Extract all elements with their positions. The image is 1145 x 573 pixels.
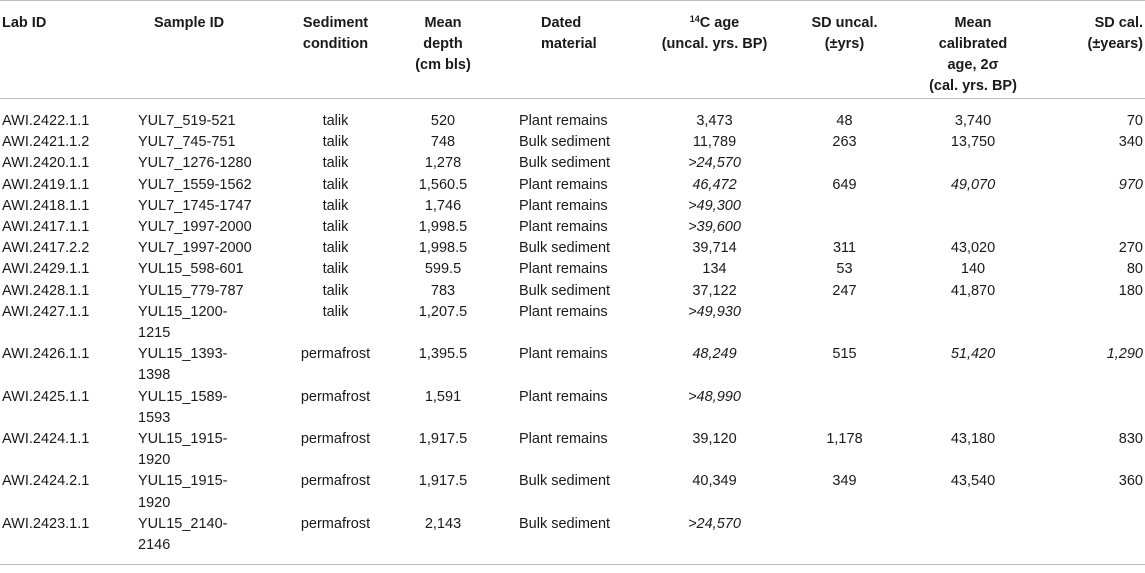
table-row bbox=[0, 196, 1145, 217]
sediment-condition-cell: permafrost bbox=[300, 388, 371, 405]
sediment-condition-cell: talik bbox=[322, 240, 349, 257]
sd-uncal-cell bbox=[786, 153, 903, 174]
sd-uncal-cell: 311 bbox=[832, 240, 857, 257]
lab-id-cell: AWI.2429.1.1 bbox=[2, 261, 90, 278]
lab-id-cell: AWI.2417.2.2 bbox=[2, 240, 90, 257]
sample-id-cell bbox=[128, 344, 278, 386]
sample-id-cell bbox=[128, 132, 278, 153]
sample-id-line-1: YUL7_1559-1562 bbox=[138, 176, 252, 193]
dated-material-cell: Plant remains bbox=[519, 197, 608, 214]
header-c14-age: $^{14}$C age (uncal. yrs. BP) bbox=[643, 1, 786, 99]
c14-age-cell: 46,472 bbox=[692, 176, 737, 193]
mean-depth-cell: 1,278 bbox=[424, 155, 462, 172]
sd-uncal-cell bbox=[786, 196, 903, 217]
sediment-condition-cell: talik bbox=[322, 303, 349, 320]
lab-id-cell: AWI.2424.1.1 bbox=[2, 431, 90, 448]
mean-calibrated-age-cell: 51,420 bbox=[950, 346, 996, 363]
mean-calibrated-age-cell bbox=[903, 196, 1043, 217]
c14-age-cell: 39,120 bbox=[692, 431, 737, 448]
sediment-condition-cell: talik bbox=[322, 155, 349, 172]
sediment-condition-cell: permafrost bbox=[300, 431, 371, 448]
dated-material-cell: Plant remains bbox=[519, 303, 608, 320]
header-sd-uncal: SD uncal. (±yrs) bbox=[786, 1, 903, 99]
table-row bbox=[0, 514, 1145, 565]
header-sd-cal: SD cal. (±years) bbox=[1043, 1, 1145, 99]
lab-id-cell: AWI.2426.1.1 bbox=[2, 346, 90, 363]
sample-id-cell bbox=[128, 281, 278, 302]
mean-calibrated-age-cell bbox=[903, 153, 1043, 174]
dated-material-cell: Plant remains bbox=[519, 176, 608, 193]
lab-id-cell: AWI.2422.1.1 bbox=[2, 113, 90, 129]
sample-id-line-1: YUL15_779-787 bbox=[138, 282, 244, 299]
table-row bbox=[0, 471, 1145, 513]
lab-id-cell: AWI.2427.1.1 bbox=[2, 303, 90, 320]
dated-material-cell: Bulk sediment bbox=[519, 282, 611, 299]
sd-cal-cell bbox=[1043, 153, 1145, 174]
sample-id-cell bbox=[128, 471, 278, 513]
sd-cal-cell bbox=[1043, 514, 1145, 565]
sd-uncal-cell: 48 bbox=[836, 113, 853, 129]
c14-age-cell: >48,990 bbox=[688, 388, 741, 405]
lab-id-cell: AWI.2417.1.1 bbox=[2, 219, 90, 236]
mean-calibrated-age-cell bbox=[903, 302, 1043, 344]
sediment-condition-cell: talik bbox=[322, 197, 349, 214]
mean-calibrated-age-cell: 43,020 bbox=[950, 240, 996, 257]
dated-material-cell: Plant remains bbox=[519, 346, 608, 363]
table-row bbox=[0, 344, 1145, 386]
mean-calibrated-age-cell bbox=[903, 387, 1043, 429]
dated-material-cell: Bulk sediment bbox=[519, 515, 611, 532]
sample-id-line-1: YUL15_1200- bbox=[138, 303, 228, 320]
dated-material-cell: Plant remains bbox=[519, 431, 608, 448]
c14-age-cell: >24,570 bbox=[688, 155, 741, 172]
mean-depth-cell: 1,746 bbox=[424, 197, 462, 214]
mean-depth-cell: 1,395.5 bbox=[418, 346, 468, 363]
sediment-condition-cell: talik bbox=[322, 176, 349, 193]
sediment-condition-cell: talik bbox=[322, 113, 349, 129]
lab-id-cell: AWI.2425.1.1 bbox=[2, 388, 90, 405]
mean-depth-cell: 1,591 bbox=[424, 388, 462, 405]
sample-id-cell bbox=[128, 302, 278, 344]
sample-id-line-1: YUL15_1915- bbox=[138, 431, 228, 448]
header-lab-id: Lab ID bbox=[0, 1, 128, 99]
mean-depth-cell: 2,143 bbox=[424, 515, 462, 532]
sample-id-line-1: YUL7_519-521 bbox=[138, 113, 236, 129]
sd-uncal-cell bbox=[786, 514, 903, 565]
sample-id-line-2: 1920 bbox=[138, 494, 171, 511]
sediment-condition-cell: talik bbox=[322, 134, 349, 151]
sd-uncal-cell: 349 bbox=[832, 473, 857, 490]
mean-depth-cell: 1,917.5 bbox=[418, 473, 468, 490]
table-row bbox=[0, 153, 1145, 174]
lab-id-cell: AWI.2418.1.1 bbox=[2, 197, 90, 214]
sd-uncal-cell bbox=[786, 302, 903, 344]
table-row bbox=[0, 429, 1145, 471]
table-row bbox=[0, 99, 1145, 133]
table-row bbox=[0, 217, 1145, 238]
sd-uncal-cell bbox=[786, 217, 903, 238]
c14-age-cell: >49,930 bbox=[688, 303, 741, 320]
sample-id-cell bbox=[128, 217, 278, 238]
dated-material-cell: Bulk sediment bbox=[519, 155, 611, 172]
sd-uncal-cell: 1,178 bbox=[826, 431, 863, 448]
sd-uncal-cell: 649 bbox=[832, 176, 857, 193]
mean-calibrated-age-cell: 43,180 bbox=[950, 431, 996, 448]
mean-calibrated-age-cell: 140 bbox=[960, 261, 986, 278]
sample-id-line-1: YUL15_598-601 bbox=[138, 261, 244, 278]
mean-calibrated-age-cell: 49,070 bbox=[950, 176, 996, 193]
dated-material-cell: Plant remains bbox=[519, 113, 608, 129]
dated-material-cell: Plant remains bbox=[519, 388, 608, 405]
sd-cal-cell: 270 bbox=[1118, 240, 1143, 257]
sample-id-line-2: 1920 bbox=[138, 452, 171, 469]
lab-id-cell: AWI.2420.1.1 bbox=[2, 155, 90, 172]
sample-id-line-2: 1398 bbox=[138, 367, 171, 384]
dated-material-cell: Bulk sediment bbox=[519, 240, 611, 257]
c14-age-cell: 3,473 bbox=[696, 113, 733, 129]
table-row bbox=[0, 259, 1145, 280]
sd-uncal-cell: 247 bbox=[832, 282, 857, 299]
sd-cal-cell: 80 bbox=[1126, 261, 1143, 278]
c14-age-cell: 39,714 bbox=[692, 240, 737, 257]
mean-calibrated-age-cell: 43,540 bbox=[950, 473, 996, 490]
lab-id-cell: AWI.2421.1.2 bbox=[2, 134, 90, 151]
dated-material-cell: Plant remains bbox=[519, 219, 608, 236]
sd-cal-cell bbox=[1043, 387, 1145, 429]
sample-id-line-1: YUL15_1915- bbox=[138, 473, 228, 490]
c14-age-cell: >39,600 bbox=[688, 219, 741, 236]
sample-id-line-1: YUL7_1997-2000 bbox=[138, 219, 252, 236]
mean-depth-cell: 520 bbox=[430, 113, 456, 129]
c14-age-cell: >49,300 bbox=[688, 197, 741, 214]
mean-depth-cell: 599.5 bbox=[424, 261, 462, 278]
table-row bbox=[0, 281, 1145, 302]
sd-cal-cell: 830 bbox=[1118, 431, 1143, 448]
sd-uncal-cell: 263 bbox=[832, 134, 857, 151]
mean-calibrated-age-cell: 3,740 bbox=[954, 113, 992, 129]
lab-id-cell: AWI.2423.1.1 bbox=[2, 515, 90, 532]
mean-calibrated-age-cell bbox=[903, 217, 1043, 238]
sample-id-cell bbox=[128, 175, 278, 196]
sd-uncal-cell: 515 bbox=[832, 346, 857, 363]
sediment-condition-cell: talik bbox=[322, 261, 349, 278]
dated-material-cell: Bulk sediment bbox=[519, 473, 611, 490]
sd-cal-cell: 180 bbox=[1118, 282, 1143, 299]
sediment-condition-cell: permafrost bbox=[300, 346, 371, 363]
c14-age-cell: 37,122 bbox=[692, 282, 737, 299]
sd-cal-cell: 970 bbox=[1118, 176, 1143, 193]
table-header bbox=[0, 1, 1145, 99]
sd-cal-cell bbox=[1043, 302, 1145, 344]
sample-id-line-2: 1593 bbox=[138, 409, 171, 426]
header-sediment-condition: Sediment condition bbox=[278, 1, 393, 99]
c14-age-cell: 48,249 bbox=[692, 346, 737, 363]
sample-id-line-2: 1215 bbox=[138, 325, 171, 342]
sample-id-cell bbox=[128, 238, 278, 259]
lab-id-cell: AWI.2419.1.1 bbox=[2, 176, 90, 193]
mean-depth-cell: 748 bbox=[430, 134, 456, 151]
sd-cal-cell: 70 bbox=[1126, 113, 1143, 129]
sample-id-line-1: YUL15_2140- bbox=[138, 515, 228, 532]
sample-id-line-1: YUL7_1276-1280 bbox=[138, 155, 252, 172]
sd-cal-cell: 340 bbox=[1118, 134, 1143, 151]
sample-id-cell bbox=[128, 196, 278, 217]
sediment-condition-cell: permafrost bbox=[300, 515, 371, 532]
c14-age-cell: 40,349 bbox=[692, 473, 737, 490]
table-body bbox=[0, 99, 1145, 565]
sample-id-cell bbox=[128, 99, 278, 133]
table-row bbox=[0, 238, 1145, 259]
sample-id-line-2: 2146 bbox=[138, 537, 171, 554]
mean-calibrated-age-cell: 41,870 bbox=[950, 282, 996, 299]
lab-id-cell: AWI.2424.2.1 bbox=[2, 473, 90, 490]
sediment-condition-cell: talik bbox=[322, 282, 349, 299]
sample-id-line-1: YUL7_1745-1747 bbox=[138, 197, 252, 214]
mean-depth-cell: 1,998.5 bbox=[418, 219, 468, 236]
table-row bbox=[0, 302, 1145, 344]
lab-id-cell: AWI.2428.1.1 bbox=[2, 282, 90, 299]
sample-id-cell bbox=[128, 429, 278, 471]
mean-depth-cell: 1,917.5 bbox=[418, 431, 468, 448]
sample-id-line-1: YUL7_1997-2000 bbox=[138, 240, 252, 257]
mean-depth-cell: 1,207.5 bbox=[418, 303, 468, 320]
sample-id-line-1: YUL15_1393- bbox=[138, 346, 228, 363]
c14-age-cell: 11,789 bbox=[692, 134, 737, 151]
mean-calibrated-age-cell: 13,750 bbox=[950, 134, 996, 151]
sd-cal-cell: 1,290 bbox=[1106, 346, 1143, 363]
c14-age-cell: 134 bbox=[702, 261, 727, 278]
table-row bbox=[0, 387, 1145, 429]
sample-id-cell bbox=[128, 387, 278, 429]
sample-id-cell bbox=[128, 259, 278, 280]
table-row bbox=[0, 175, 1145, 196]
sample-id-cell bbox=[128, 514, 278, 565]
header-sample-id: Sample ID bbox=[128, 1, 278, 99]
sample-id-line-1: YUL7_745-751 bbox=[138, 134, 236, 151]
sample-id-line-1: YUL15_1589- bbox=[138, 388, 228, 405]
sd-cal-cell bbox=[1043, 217, 1145, 238]
sd-cal-cell bbox=[1043, 196, 1145, 217]
mean-depth-cell: 1,560.5 bbox=[418, 176, 468, 193]
dated-material-cell: Bulk sediment bbox=[519, 134, 611, 151]
header-mean-depth: Mean depth (cm bls) bbox=[393, 1, 493, 99]
dated-material-cell: Plant remains bbox=[519, 261, 608, 278]
sample-id-cell bbox=[128, 153, 278, 174]
sd-cal-cell: 360 bbox=[1118, 473, 1143, 490]
sd-uncal-cell bbox=[786, 387, 903, 429]
header-mean-calibrated-age: Mean calibrated age, 2σ (cal. yrs. BP) bbox=[903, 1, 1043, 99]
c14-age-cell: >24,570 bbox=[688, 515, 741, 532]
mean-depth-cell: 783 bbox=[430, 282, 456, 299]
sediment-condition-cell: permafrost bbox=[300, 473, 371, 490]
table-row bbox=[0, 132, 1145, 153]
mean-depth-cell: 1,998.5 bbox=[418, 240, 468, 257]
sediment-condition-cell: talik bbox=[322, 219, 349, 236]
sd-uncal-cell: 53 bbox=[836, 261, 853, 278]
mean-calibrated-age-cell bbox=[903, 514, 1043, 565]
header-dated-material: Dated material bbox=[493, 1, 643, 99]
